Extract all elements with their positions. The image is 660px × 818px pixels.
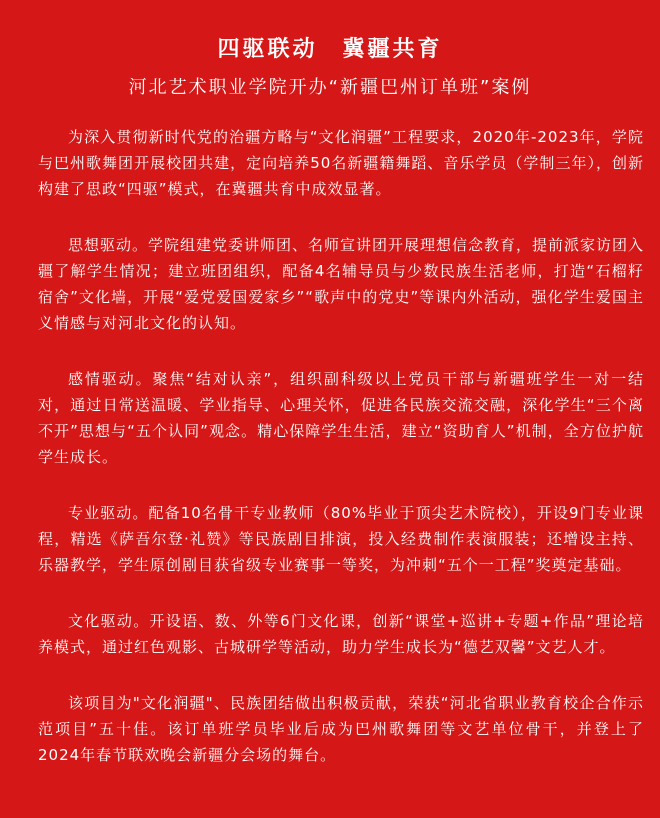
paragraph-ideology-drive: 思想驱动。学院组建党委讲师团、名师宣讲团开展理想信念教育，提前派家访团入疆了解学生情况；建立班团组织，配备4名辅导员与少数民族生活老师，打造“石榴籽宿舍”文化墙，开展“爱党爱国爱家乡”“歌声中的党史”等课内外活动，强化学生爱国主义情感与对河北文化的认知。: [38, 236, 645, 332]
paragraph-intro: 为深入贯彻新时代党的治疆方略与“文化润疆”工程要求，2020年-2023年，学院与巴州歌舞团开展校团共建，定向培养50名新疆籍舞蹈、音乐学员（学制三年），创新构建了思政“四驱”模式，在冀疆共育中成效显著。: [38, 128, 644, 198]
paragraph-emotion-drive: 感情驱动。聚焦“结对认亲”，组织副科级以上党员干部与新疆班学生一对一结对，通过日常送温暖、学业指导、心理关怀，促进各民族交流交融，深化学生“三个离不开”思想与“五个认同”观念。精心保障学生生活，建立“资助育人”机制，全方位护航学生成长。: [38, 370, 644, 466]
paragraph-culture-drive: 文化驱动。开设语、数、外等6门文化课，创新“课堂+巡讲+专题+作品”理论培养模式，通过红色观影、古城研学等活动，助力学生成长为“德艺双馨”文艺人才。: [38, 612, 644, 656]
paragraph-professional-drive: 专业驱动。配备10名骨干专业教师（80%毕业于顶尖艺术院校），开设9门专业课程，精选《萨吾尔登·礼赞》等民族剧目排演，投入经费制作表演服装；还增设主持、乐器教学，学生原创剧目获省级专业赛事一等奖，为冲刺“五个一工程”奖奠定基础。: [38, 504, 644, 574]
page-subtitle: 河北艺术职业学院开办“新疆巴州订单班”案例: [128, 77, 532, 98]
document-body: [38, 124, 644, 798]
paragraph-conclusion: 该项目为"文化润疆"、民族团结做出积极贡献，荣获“河北省职业教育校企合作示范项目”五十佳。该订单班学员毕业后成为巴州歌舞团等文艺单位骨干，并登上了2024年春节联欢晚会新疆分会场的舞台。: [38, 694, 644, 764]
page-title: 四驱联动 冀疆共育: [217, 37, 443, 62]
